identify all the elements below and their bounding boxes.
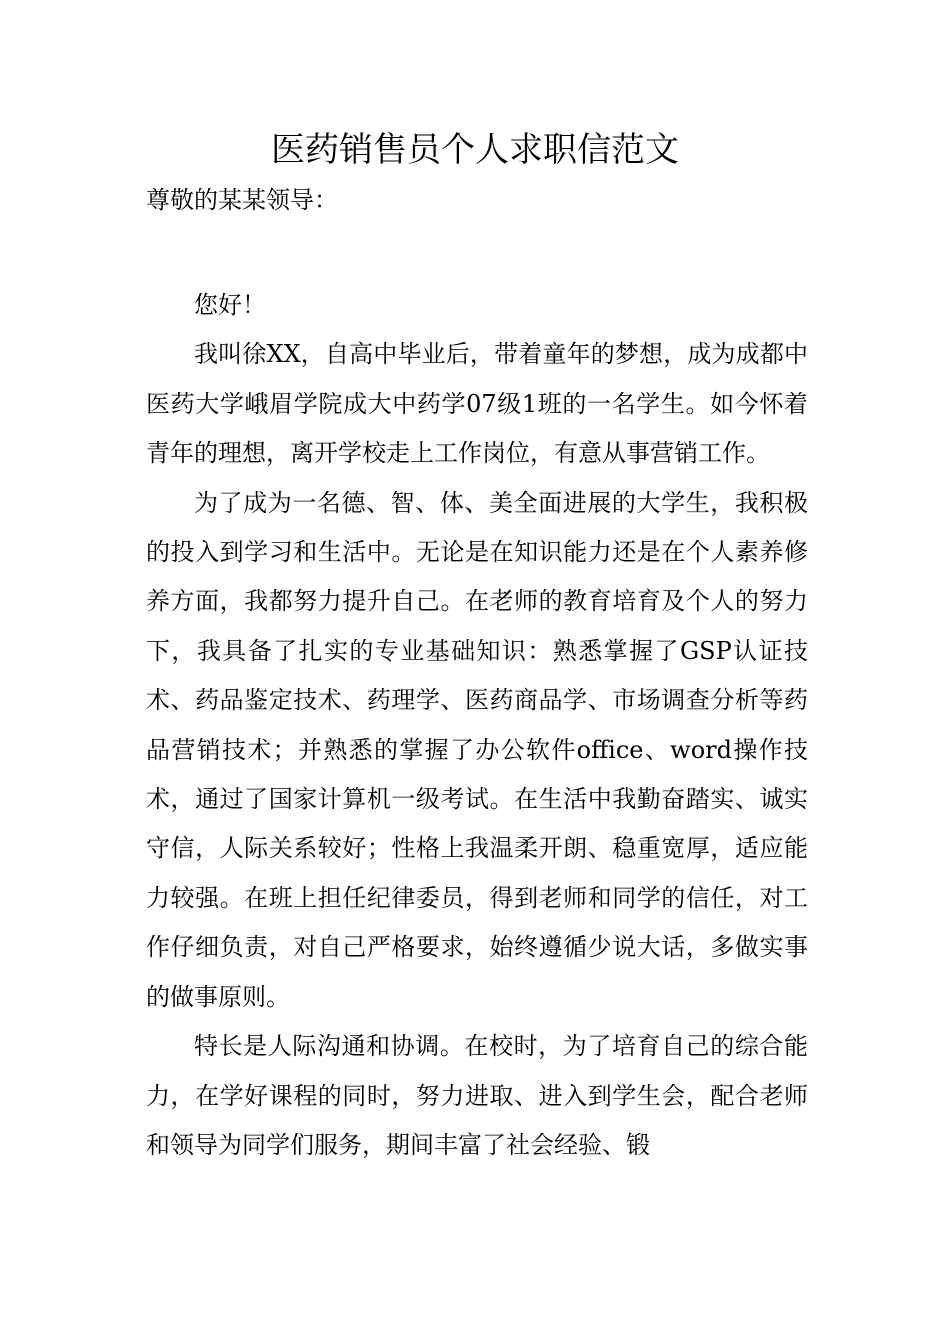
greeting-paragraph: 您好！ xyxy=(194,291,266,319)
body-paragraph: 特长是人际沟通和协调。在校时，为了培育自己的综合能力，在学好课程的同时，努力进取、进入到学生会，配合老师和领导为同学们服务，期间丰富了社会经验、锻 xyxy=(146,1032,808,1159)
body-paragraph: 为了成为一名德、智、体、美全面进展的大学生，我积极的投入到学习和生活中。无论是在知识能力还是在个人素养修养方面，我都努力提升自己。在老师的教育培育及个人的努力下，我具备了扎实的专业基础知识：熟悉掌握了GSP认证技术、药品鉴定技术、药理学、医药商品学、市场调查分析等药品营销技术；并熟悉的掌握了办公软件office、word操作技术，通过了国家计算机一级考试。在生活中我勤奋踏实、诚实守信，人际关系较好；性格上我温柔开朗、稳重宽厚，适应能力较强。在班上担任纪律委员，得到老师和同学的信任，对工作仔细负责，对自己严格要求，始终遵循少说大话，多做实事的做事原则。 xyxy=(146,488,808,1011)
body-paragraph: 我叫徐XX，自高中毕业后，带着童年的梦想，成为成都中医药大学峨眉学院成大中药学07级1班的一名学生。如今怀着青年的理想，离开学校走上工作岗位，有意从事营销工作。 xyxy=(146,340,808,468)
salutation: 尊敬的某某领导： xyxy=(146,186,338,214)
document-title: 医药销售员个人求职信范文 xyxy=(271,130,679,170)
letter-body xyxy=(146,281,808,1170)
